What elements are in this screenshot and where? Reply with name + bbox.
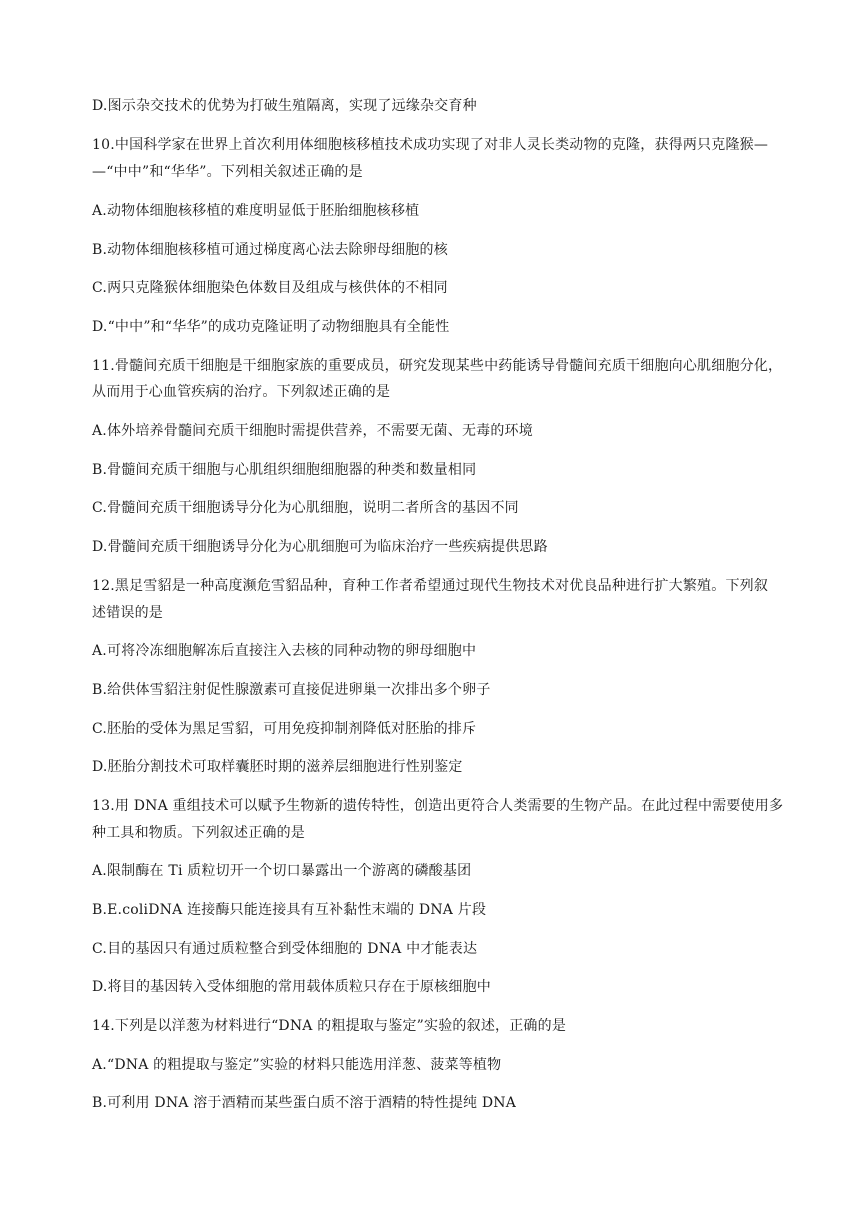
option-9-d: D.图示杂交技术的优势为打破生殖隔离，实现了远缘杂交育种 xyxy=(92,98,477,114)
question-14-stem: 14.下列是以洋葱为材料进行“DNA 的粗提取与鉴定”实验的叙述，正确的是 xyxy=(92,1018,567,1034)
option-12-a: A.可将冷冻细胞解冻后直接注入去核的同种动物的卵母细胞中 xyxy=(92,643,477,659)
option-12-d: D.胚胎分割技术可取样囊胚时期的滋养层细胞进行性别鉴定 xyxy=(92,759,463,775)
question-10-stem-2: —“中中”和“华华”。下列相关叙述正确的是 xyxy=(92,164,363,180)
question-13-stem: 13.用 DNA 重组技术可以赋予生物新的遗传特性，创造出更符合人类需要的生物产品。在此过程中需要使用多 xyxy=(92,798,784,814)
option-11-c: C.骨髓间充质干细胞诱导分化为心肌细胞，说明二者所含的基因不同 xyxy=(92,500,519,516)
option-13-c: C.目的基因只有通过质粒整合到受体细胞的 DNA 中才能表达 xyxy=(92,941,478,957)
option-13-d: D.将目的基因转入受体细胞的常用载体质粒只存在于原核细胞中 xyxy=(92,979,491,995)
option-10-a: A.动物体细胞核移植的难度明显低于胚胎细胞核移植 xyxy=(92,203,420,219)
option-10-d: D.“中中”和“华华”的成功克隆证明了动物细胞具有全能性 xyxy=(92,319,450,335)
question-11-stem-2: 从而用于心血管疾病的治疗。下列叙述正确的是 xyxy=(92,384,391,400)
option-14-a: A.“DNA 的粗提取与鉴定”实验的材料只能选用洋葱、菠菜等植物 xyxy=(92,1057,502,1073)
question-12-stem-2: 述错误的是 xyxy=(92,605,163,621)
option-12-c: C.胚胎的受体为黑足雪貂，可用免疫抑制剂降低对胚胎的排斥 xyxy=(92,721,477,737)
option-13-b: B.E.coliDNA 连接酶只能连接具有互补黏性末端的 DNA 片段 xyxy=(92,902,487,918)
option-11-d: D.骨髓间充质干细胞诱导分化为心肌细胞可为临床治疗一些疾病提供思路 xyxy=(92,539,548,555)
option-11-a: A.体外培养骨髓间充质干细胞时需提供营养，不需要无菌、无毒的环境 xyxy=(92,423,533,439)
option-13-a: A.限制酶在 Ti 质粒切开一个切口暴露出一个游离的磷酸基团 xyxy=(92,863,472,879)
question-12-stem: 12.黑足雪貂是一种高度濒危雪貂品种，育种工作者希望通过现代生物技术对优良品种进行扩大繁殖。下列叙 xyxy=(92,578,769,594)
option-12-b: B.给供体雪貂注射促性腺激素可直接促进卵巢一次排出多个卵子 xyxy=(92,682,491,698)
question-10-stem: 10.中国科学家在世界上首次利用体细胞核移植技术成功实现了对非人灵长类动物的克隆，获得两只克隆猴— xyxy=(92,137,769,153)
option-11-b: B.骨髓间充质干细胞与心肌组织细胞细胞器的种类和数量相同 xyxy=(92,462,477,478)
option-10-c: C.两只克隆猴体细胞染色体数目及组成与核供体的不相同 xyxy=(92,280,448,296)
question-13-stem-2: 种工具和物质。下列叙述正确的是 xyxy=(92,825,305,841)
option-10-b: B.动物体细胞核移植可通过梯度离心法去除卵母细胞的核 xyxy=(92,242,448,258)
question-11-stem: 11.骨髓间充质干细胞是干细胞家族的重要成员，研究发现某些中药能诱导骨髓间充质干细胞向心肌细胞分化， xyxy=(92,358,783,374)
option-14-b: B.可利用 DNA 溶于酒精而某些蛋白质不溶于酒精的特性提纯 DNA xyxy=(92,1095,517,1111)
